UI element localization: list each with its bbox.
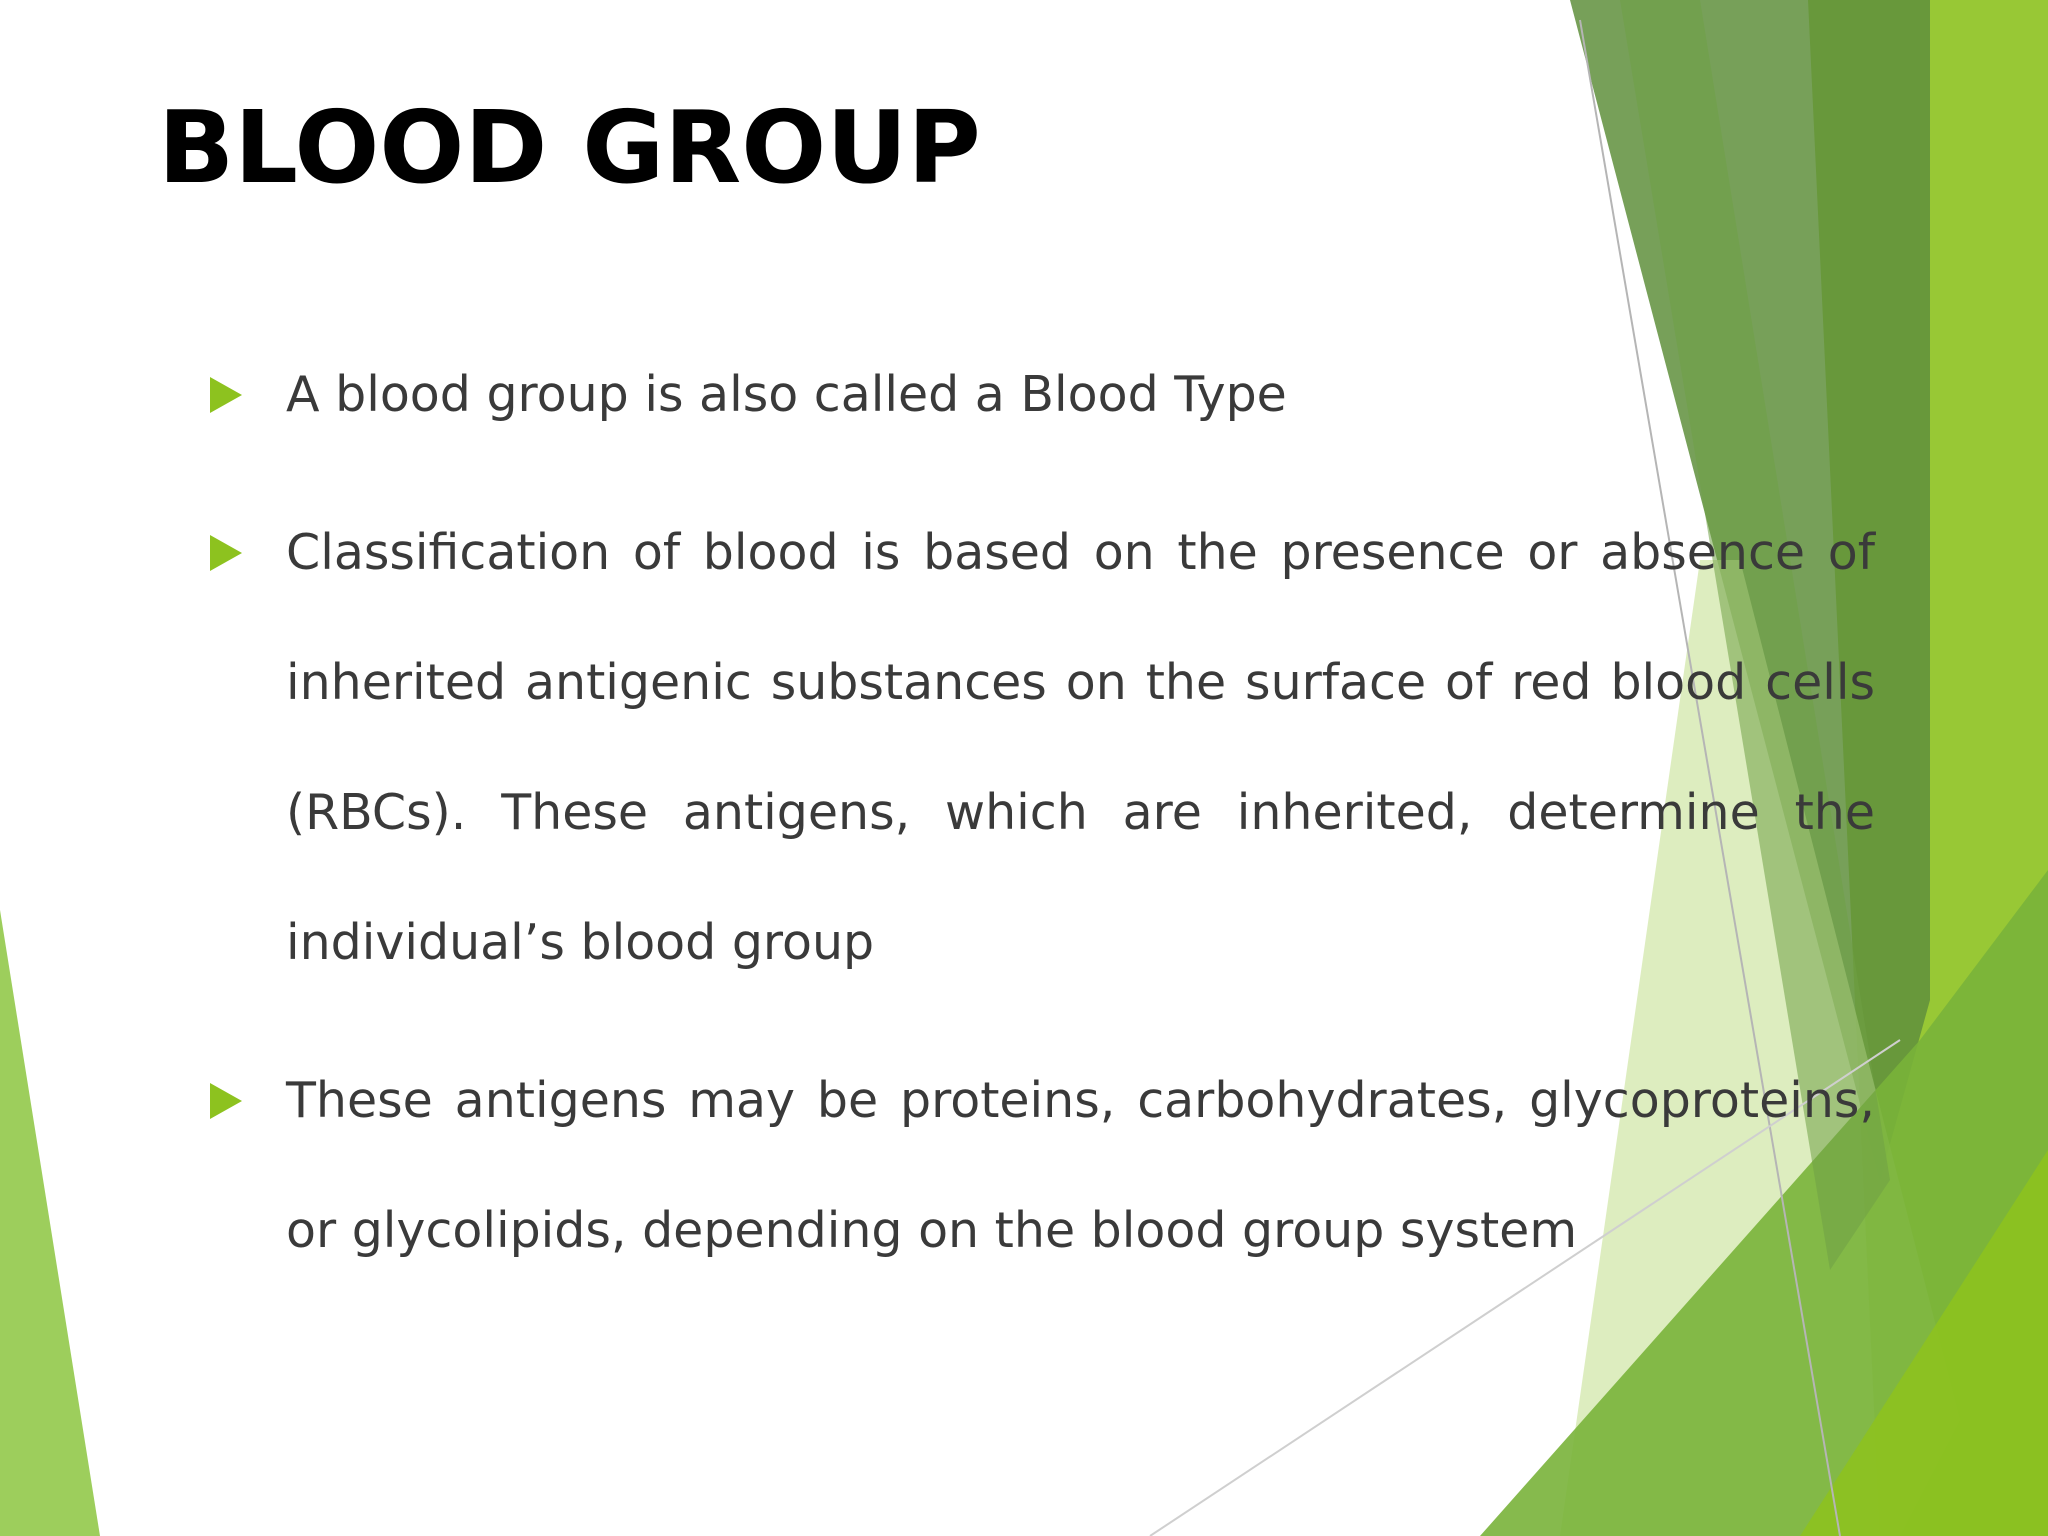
bullet-list	[210, 330, 1875, 1324]
bullet-item	[210, 1036, 1875, 1296]
bullet-text: These antigens may be proteins, carbohydrates, glycoproteins, or glycolipids, depending on the blood group system	[286, 1072, 1875, 1259]
bullet-text: A blood group is also called a Blood Type	[286, 366, 1287, 423]
bullet-item	[210, 488, 1875, 1008]
triangle-bullet-icon	[210, 535, 242, 571]
bullet-item	[210, 330, 1875, 460]
slide-title: BLOOD GROUP	[158, 89, 981, 206]
triangle-bullet-icon	[210, 1083, 242, 1119]
bullet-text: Classification of blood is based on the presence or absence of inherited antigenic substances on the surface of red blood cells (RBCs). These antigens, which are inherited, determine the individual’s blood group	[286, 524, 1875, 971]
triangle-bullet-icon	[210, 377, 242, 413]
